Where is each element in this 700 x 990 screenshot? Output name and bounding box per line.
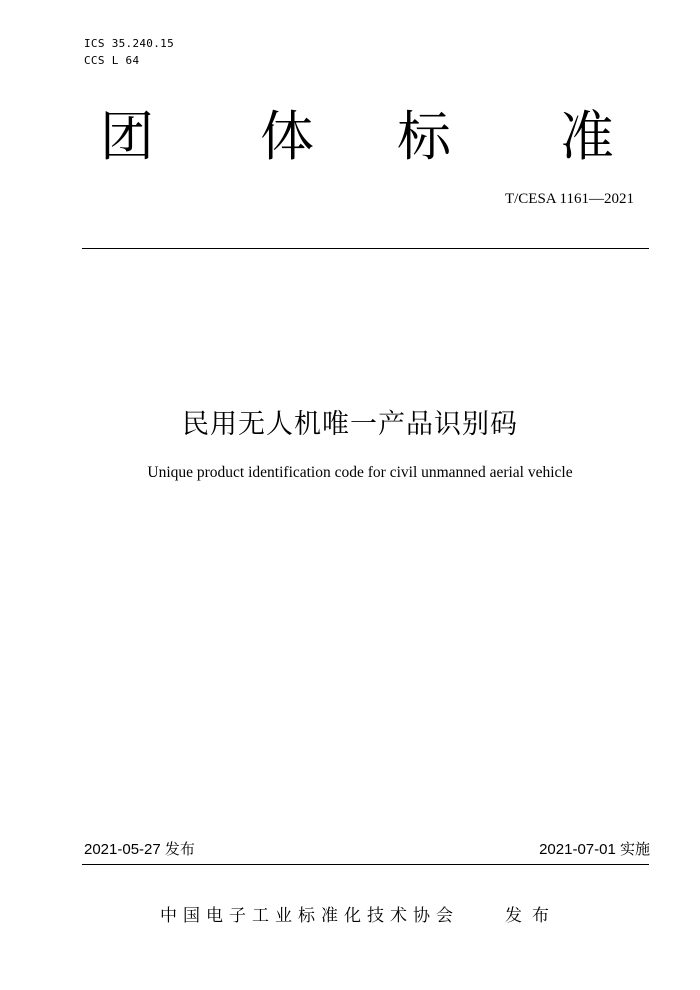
- document-type-char: 团: [100, 105, 154, 168]
- publish-date: 2021-05-27 发布: [84, 841, 195, 858]
- top-divider: [82, 248, 649, 249]
- issue-label: 发布: [505, 906, 559, 926]
- document-type-char: 标: [397, 105, 451, 168]
- ics-code: ICS 35.240.15: [84, 37, 174, 50]
- issuing-organization: 中国电子工业标准化技术协会: [160, 906, 459, 926]
- document-type-char: 体: [260, 105, 314, 168]
- standard-number: T/CESA 1161—2021: [504, 191, 634, 207]
- implementation-date: 2021-07-01 实施: [539, 841, 650, 858]
- bottom-divider: [82, 864, 649, 865]
- ccs-code: CCS L 64: [84, 54, 140, 67]
- english-title: Unique product identification code for civil unmanned aerial vehicle: [147, 464, 573, 481]
- document-type-char: 准: [560, 105, 614, 168]
- document-type-heading: [0, 105, 700, 175]
- chinese-title: 民用无人机唯一产品识别码: [182, 409, 518, 440]
